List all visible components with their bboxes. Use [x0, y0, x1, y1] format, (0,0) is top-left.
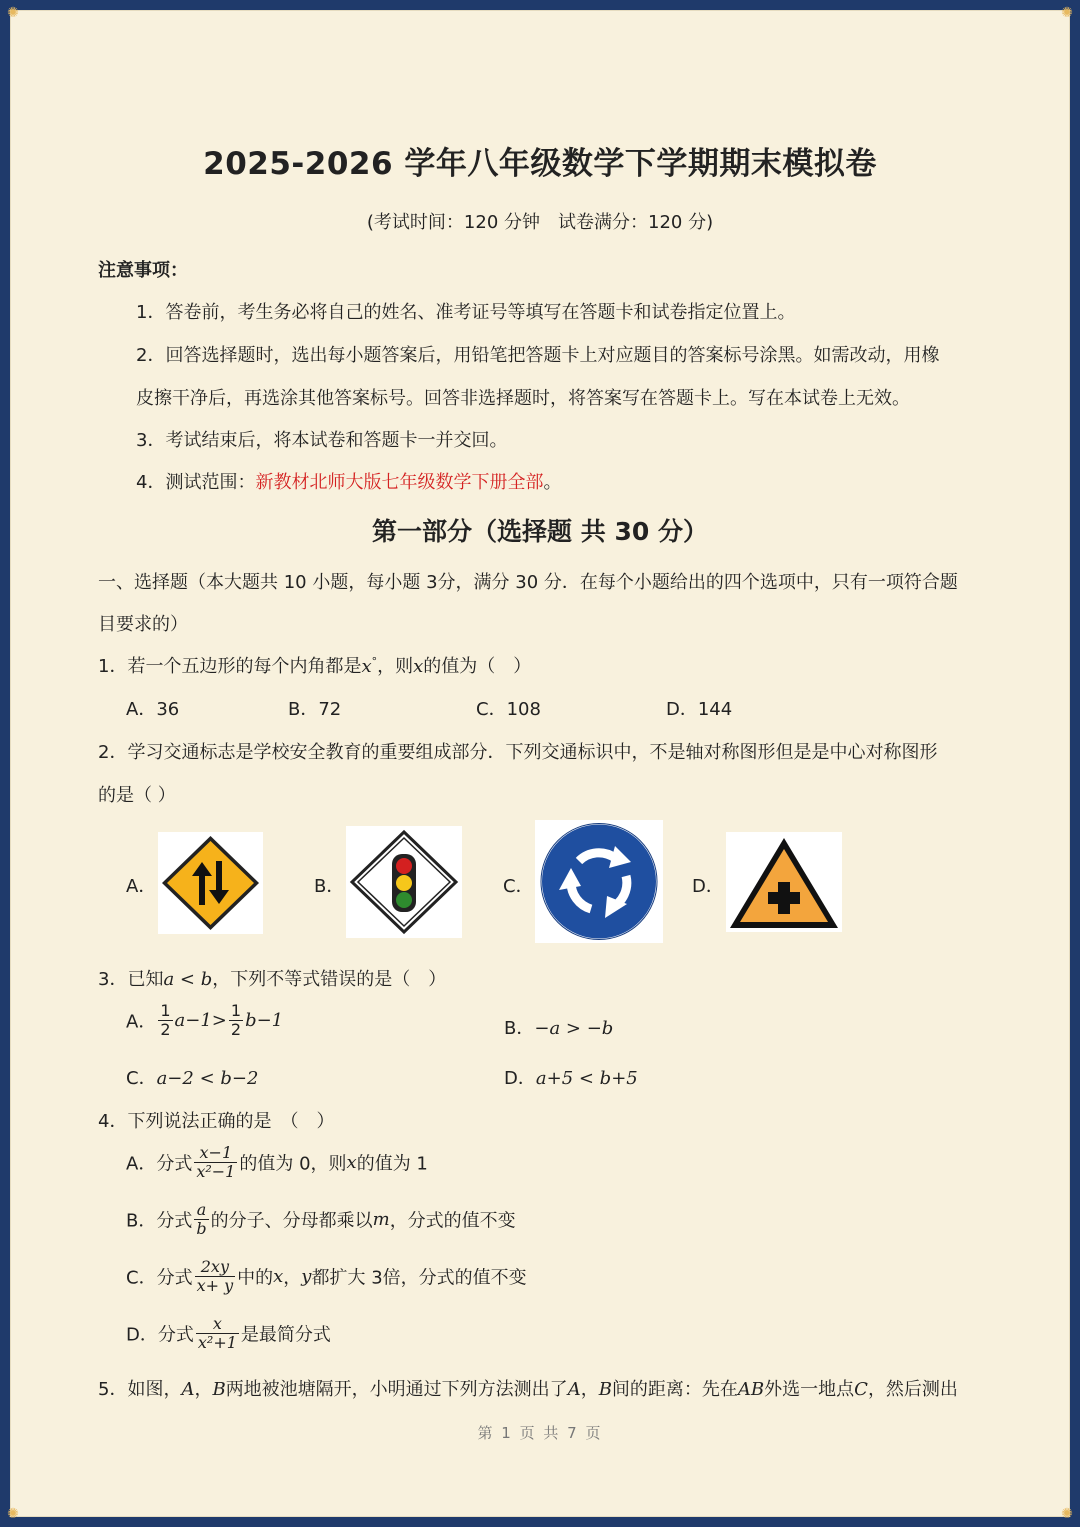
question-3-stem — [98, 965, 446, 991]
q1-option-c: C．108 — [476, 699, 541, 720]
page-footer: 第 1 页 共 7 页 — [477, 1424, 603, 1442]
exam-subtitle: (考试时间：120 分钟 试卷满分：120 分) — [366, 212, 714, 233]
fraction-half — [158, 1002, 172, 1039]
q5-text: 5．如图， — [98, 1379, 182, 1400]
fraction-numerator: x−1 — [194, 1144, 237, 1163]
note-item-3: 3．考试结束后，将本试卷和答题卡一并交回。 — [136, 430, 508, 451]
first-aid-warning-sign — [726, 832, 842, 932]
corner-ornament-icon: ✺ — [7, 1506, 19, 1522]
q4-option-c-text: 中的 — [237, 1267, 274, 1289]
fraction-numerator: x — [196, 1315, 239, 1334]
q4-option-c-var-x: x — [273, 1266, 284, 1287]
notes-heading: 注意事项： — [98, 260, 188, 281]
note-item-2-line-2: 皮擦干净后，再选涂其他答案标号。回答非选择题时，将答案写在答题卡上。写在本试卷上无效。 — [136, 388, 910, 409]
fraction-denominator: b — [196, 1219, 207, 1238]
q4-option-d-label: D．分式 — [126, 1324, 194, 1346]
q3-option-d-label: D． — [504, 1068, 536, 1089]
q3-option-c-expr: a−2 < b−2 — [156, 1068, 259, 1089]
q4-option-b-label: B．分式 — [126, 1210, 193, 1232]
exam-page — [7, 5, 1073, 1522]
q1-var: x — [361, 656, 372, 677]
q1-option-d: D．144 — [666, 699, 733, 720]
q3-option-a-expr-1: a−1> — [174, 1010, 227, 1031]
q5-text-2: 两地被池塘隔开，小明通过下列方法测出了 — [225, 1379, 568, 1400]
q3-option-d — [504, 1064, 638, 1090]
fraction-numerator: 2xy — [195, 1258, 236, 1277]
q3-option-c-label: C． — [126, 1068, 157, 1089]
fraction — [194, 1201, 208, 1238]
q5-point-a: A — [181, 1379, 195, 1400]
question-2-stem-line-2: 的是（ ） — [98, 785, 176, 806]
fraction-denominator: 2 — [160, 1020, 171, 1039]
q4-option-a-var: x — [346, 1152, 357, 1173]
q4-option-c-var-y: y — [301, 1266, 312, 1287]
q3-option-a — [126, 1002, 283, 1039]
fraction-numerator: a — [194, 1201, 208, 1220]
q3-option-b-label: B． — [504, 1018, 535, 1039]
q5-text-3: 间的距离：先在 — [611, 1379, 738, 1400]
part-intro-line-1: 一、选择题（本大题共 10 小题，每小题 3分，满分 30 分．在每个小题给出的四个选项中，只有一项符合题 — [98, 572, 958, 593]
question-1-stem — [98, 652, 531, 678]
q5-text-4: 外选一地点 — [764, 1379, 855, 1400]
q4-option-a-text: 的值为 0，则 — [239, 1153, 347, 1175]
q3-condition: a < b — [163, 969, 213, 990]
q4-option-b-text: 的分子、分母都乘以 — [210, 1210, 373, 1232]
two-way-traffic-sign — [158, 832, 263, 934]
q4-option-c-text-2: 都扩大 3倍，分式的值不变 — [311, 1267, 527, 1289]
fraction-denominator: x²+1 — [197, 1333, 237, 1352]
q4-option-a-text-2: 的值为 1 — [356, 1153, 428, 1175]
q3-stem-text-2: ，下列不等式错误的是（ ） — [212, 969, 447, 990]
q4-option-b-var: m — [372, 1209, 390, 1230]
q1-degree: ° — [371, 655, 378, 668]
q2-label-b: B． — [314, 876, 345, 897]
section-title: 第一部分（选择题 共 30 分） — [372, 517, 708, 546]
note-item-2-line-1: 2．回答选择题时，选出每小题答案后，用铅笔把答题卡上对应题目的答案标号涂黑。如需改动，用橡 — [136, 345, 940, 366]
fraction — [194, 1144, 237, 1181]
q4-option-c — [126, 1258, 527, 1295]
q5-sep-2: ， — [580, 1379, 599, 1400]
q4-option-b-text-2: ，分式的值不变 — [389, 1210, 516, 1232]
q3-option-a-label: A． — [126, 1011, 157, 1033]
q3-option-d-expr: a+5 < b+5 — [535, 1068, 638, 1089]
q1-stem-text: 1．若一个五边形的每个内角都是 — [98, 656, 362, 677]
fraction-denominator: x+ y — [196, 1276, 234, 1295]
note-item-4-prefix: 4．测试范围： — [136, 472, 256, 493]
q1-option-a: A．36 — [126, 699, 180, 720]
part-intro-line-2: 目要求的） — [98, 614, 188, 635]
q2-label-a: A． — [126, 876, 157, 897]
fraction-numerator: 1 — [230, 1001, 242, 1020]
q1-stem-text-2: ，则 — [377, 656, 414, 677]
q1-var-2: x — [413, 656, 424, 677]
corner-ornament-icon: ✺ — [1061, 1506, 1073, 1522]
corner-ornament-icon: ✺ — [1061, 5, 1073, 21]
q5-point-a-2: A — [567, 1379, 581, 1400]
q1-option-b: B．72 — [288, 699, 342, 720]
q5-sep: ， — [194, 1379, 213, 1400]
fraction — [195, 1258, 236, 1295]
note-item-4-suffix: 。 — [543, 472, 562, 493]
q3-option-b-expr: −a > −b — [534, 1018, 614, 1039]
question-4-stem: 4．下列说法正确的是 （ ） — [98, 1111, 335, 1132]
q2-label-c: C． — [503, 876, 534, 897]
q4-option-d — [126, 1315, 331, 1352]
q3-option-c — [126, 1064, 258, 1090]
exam-title: 2025-2026 学年八年级数学下学期期末模拟卷 — [203, 146, 877, 182]
note-item-4 — [136, 468, 561, 494]
question-2-stem-line-1: 2．学习交通标志是学校安全教育的重要组成部分．下列交通标识中，不是轴对称图形但是是中心对称图形 — [98, 742, 938, 763]
q5-text-5: ，然后测出 — [867, 1379, 958, 1400]
traffic-light-sign — [346, 826, 462, 938]
question-5-stem — [98, 1375, 958, 1401]
q4-option-a — [126, 1144, 428, 1181]
q5-segment-ab: AB — [737, 1379, 765, 1400]
note-item-1: 1．答卷前，考生务必将自己的姓名、准考证号等填写在答题卡和试卷指定位置上。 — [136, 302, 796, 323]
q5-point-b-2: B — [598, 1379, 612, 1400]
fraction — [196, 1315, 239, 1352]
q5-point-c: C — [854, 1379, 868, 1400]
q4-option-c-label: C．分式 — [126, 1267, 193, 1289]
fraction-numerator: 1 — [160, 1001, 171, 1020]
q4-option-a-label: A．分式 — [126, 1153, 193, 1175]
q1-stem-text-3: 的值为（ ） — [423, 656, 532, 677]
q5-point-b: B — [212, 1379, 226, 1400]
q4-option-d-text: 是最简分式 — [240, 1324, 331, 1346]
fraction-half — [229, 1002, 243, 1039]
q3-option-b — [504, 1014, 613, 1040]
roundabout-sign — [535, 820, 663, 943]
q3-stem-text: 3．已知 — [98, 969, 164, 990]
q3-option-a-expr-2: b−1 — [245, 1010, 284, 1031]
fraction-denominator: 2 — [230, 1020, 242, 1039]
q4-option-c-sep: ， — [283, 1267, 302, 1289]
corner-ornament-icon: ✺ — [7, 5, 19, 21]
fraction-denominator: x²−1 — [196, 1162, 236, 1181]
q2-label-d: D． — [692, 876, 724, 897]
q4-option-b — [126, 1201, 516, 1238]
test-scope: 新教材北师大版七年级数学下册全部 — [255, 472, 544, 493]
